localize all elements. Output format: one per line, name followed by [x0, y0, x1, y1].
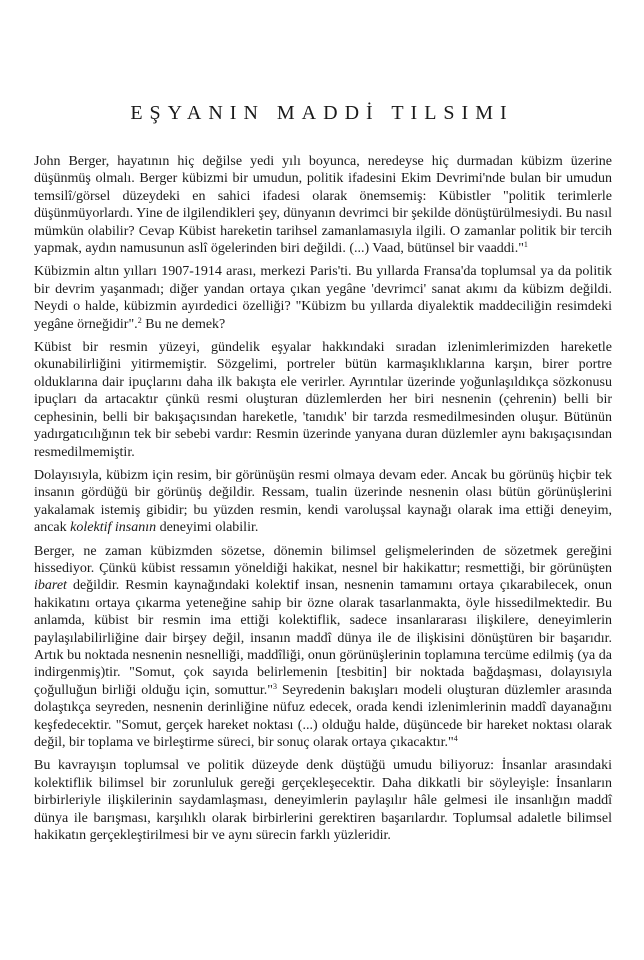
- footnote-ref: 2: [137, 315, 142, 325]
- paragraph-text: Bu kavrayışın toplumsal ve politik düzeyde denk düştüğü umudu biliyoruz: İnsanlar arasındaki kolektiflik bilimsel bir zorunluluk gereği gerçekleşecektir. Daha dikkatli bir söyleyişle: İnsanların birbirleriyle ilişkilerinin saydamlaşması, deneyimlerin paylaşılır hâle gelmesi ile insanlığın maddî dünya ile barışması, karşılıklı olarak birbirlerini gerektiren başarılardır. Toplumsal adaletle bilimsel hakikatın gerçekleştirilmesi bir ve aynı sürecin farklı yüzleridir.: [34, 758, 612, 844]
- paragraph: [34, 467, 612, 537]
- paragraph: [34, 153, 612, 257]
- paragraph-text: deneyimi olabilir.: [156, 520, 259, 536]
- paragraph-text: Kübizmin altın yılları 1907-1914 arası, merkezi Paris'ti. Bu yıllarda Fransa'da toplumsal ya da politik bir devrim yaşanmadı; diğer yandan ortaya çıkan yegâne 'devrimci' sanat akımı da kübizm değildi. Neydi o halde, kübizmin ayırdedici özelliği? "Kübizm bu yıllarda diyalektik maddeciliğin resimdeki yegâne örneğidir".: [34, 264, 612, 332]
- paragraph: [34, 757, 612, 844]
- paragraph-text: değildir. Resmin kaynağındaki kolektif insan, nesnenin tamamını ortaya çıkarabilecek, onun hakikatını ortaya çıkarma yeteneğine sahip bir özne olarak tasarlanmakta, öyle hissedilmektedir. Bu anlamda, kübist bir resmin ima ettiği kolektiflik, sadece insanlararası ilişkilere, deneyimlerin paylaşılabilirliğine dair birşey değil, insanın maddî dünya ile de ilişkisini dönüştüren bir başarıdır. Artık bu noktada nesnenin nesnelliği, maddîliği, onun görünüşlerinin toplamına tercüme edilmiş (ya da indirgenmiş)tir. "Somut, çok sayıda belirlemenin [tesbitin] bir noktada bağdaşması, dolayısıyla çoğulluğun birliği olduğu için, somuttur.": [34, 578, 612, 698]
- italic-text: kolektif insanın: [70, 520, 157, 536]
- chapter-title: EŞYANIN MADDİ TILSIMI: [130, 102, 514, 125]
- paragraph-text: John Berger, hayatının hiç değilse yedi yılı boyunca, neredeyse hiç durmadan kübizm üzerine düşünmüş olmalı. Berger kübizmi bir umudun, politik ifadesini Ekim Devrimi'nde bulan bir umudun temsilî/görsel düzeydeki en sahici ifadesi olarak önemsemiş: Kübistler "politik terimlerle düşünmüyorlardı. Yine de ilgilendikleri şey, dünyanın devrimci bir şekilde dönüştürülmesiydi. Bu nasıl mümkün olabilir? Cevap Kübist hareketin tarihsel zamanlamasıyla ilgili. O zamanlar politik bir tercih yapmak, aydın namusunun aslî ögelerinden biri değildi. (...) Vaad, bütünsel bir vaaddi.": [34, 154, 612, 257]
- paragraph: [34, 543, 612, 752]
- paragraph: [34, 339, 612, 461]
- paragraph-text: Seyredenin bakışları modeli oluşturan düzlemler arasında dolaştıkça seyreden, nesnenin derinliğine nüfuz edecek, orada kendi izlenimlerinin maddî dayanağını keşfedecektir. "Somut, gerçek hareket noktası (...) olduğu halde, düşüncede bir hareket noktası olarak değil, bir toplama ve birleştirme süreci, bir sonuç olarak ortaya çıkacaktır.": [34, 682, 612, 750]
- footnote-ref: 4: [453, 734, 458, 743]
- paragraph-text: Kübist bir resmin yüzeyi, gündelik eşyalar hakkındaki sıradan izlenimlerimizden hareketle okunabilirliğini yitirmemiştir. Sözgelimi, portreler bütün karmaşıklıklarına karşın, birer portre olduklarına dair ipuçlarını daha ilk bakışta ele verirler. Ayrıntılar üzerinde yoğunlaşıldıkça sözkonusu ipuçları da artacaktır çünkü resmi oluşturan düzlemlerden her biri nesnenin (çehrenin) belli bir cephesinin, belli bir bakışaçısından hareketle, 'tanıdık' bir tarzda resmedilmesinden oluşur. Bütünün yadırgatıcılığının tek bir sebebi vardır: Resmin üzerinde yanyana duran düzlemler aynı bakışaçısından resmedilmemiştir.: [34, 340, 612, 460]
- paragraph-text: Bu ne demek?: [141, 316, 226, 332]
- body-text: [34, 153, 612, 850]
- paragraph-text: Dolayısıyla, kübizm için resim, bir görünüşün resmi olmaya devam eder. Ancak bu görünüş hiçbir tek insanın gördüğü bir görünüş değildir. Ressam, tualin üzerinde nesnenin olası bütün görünüşlerini yakalamak istemiş gibidir; bu yüzden resmin, kendi varoluşsal kaynağı olarak ima ettiği deneyim, ancak: [34, 467, 612, 536]
- paragraph: [34, 263, 612, 333]
- italic-text: ibaret: [34, 578, 67, 594]
- paragraph-text: Berger, ne zaman kübizmden sözetse, dönemin bilimsel gelişmelerinden de sözetmek gereğini hissediyor. Çünkü kübist ressamın yöneldiği hakikat, nesnel bir hakikattır; resmettiği, bir görünüşten: [34, 543, 612, 576]
- footnote-ref: 1: [523, 240, 528, 250]
- footnote-ref: 3: [272, 681, 277, 691]
